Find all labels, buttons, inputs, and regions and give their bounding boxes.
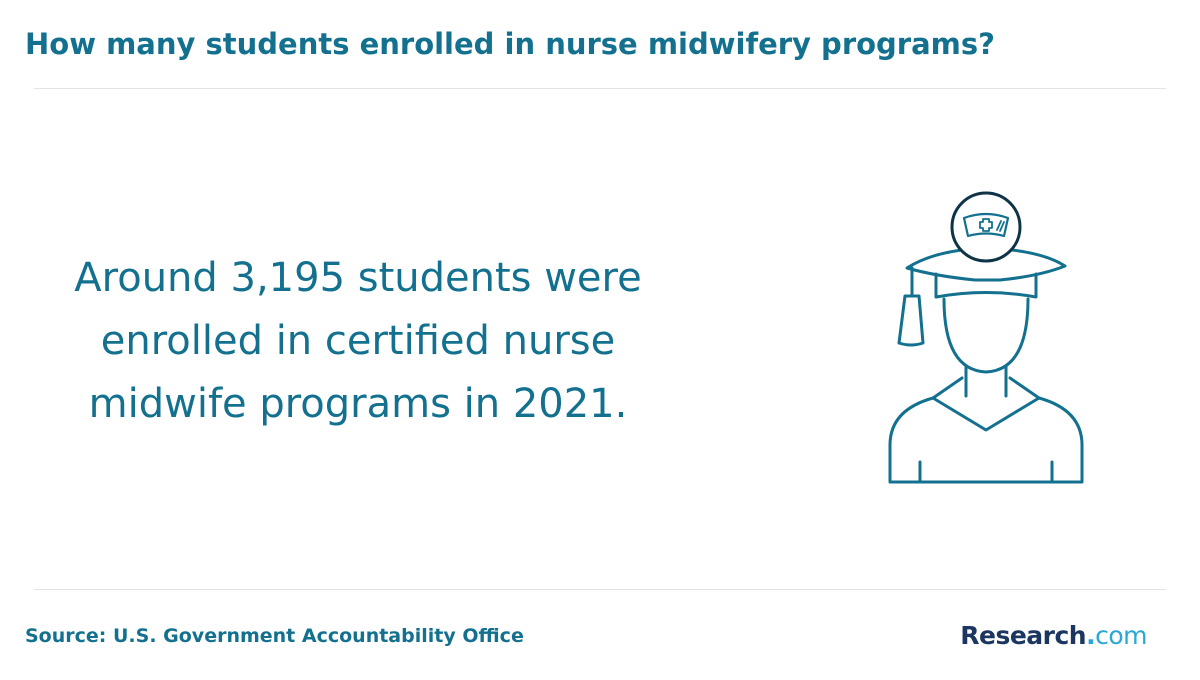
collar-outline <box>933 378 1039 430</box>
page-title: How many students enrolled in nurse midwifery programs? <box>25 27 995 61</box>
nurse-graduate-icon <box>885 190 1085 486</box>
statistic-statement: Around 3,195 students were enrolled in certified nurse midwife programs in 2021. <box>74 255 642 427</box>
tassel-icon <box>899 268 923 345</box>
badge-ring <box>952 193 1020 261</box>
head-outline <box>944 299 1028 372</box>
logo-brand-text: Research <box>960 621 1087 650</box>
source-citation: Source: U.S. Government Accountability Office <box>25 625 524 647</box>
logo-dot: . <box>1086 621 1096 650</box>
top-divider <box>34 88 1166 89</box>
logo-tld-text: com <box>1095 621 1147 650</box>
torso-detail-lines <box>920 462 1052 482</box>
research-com-logo[interactable] <box>960 620 1147 652</box>
bottom-divider <box>34 589 1166 590</box>
